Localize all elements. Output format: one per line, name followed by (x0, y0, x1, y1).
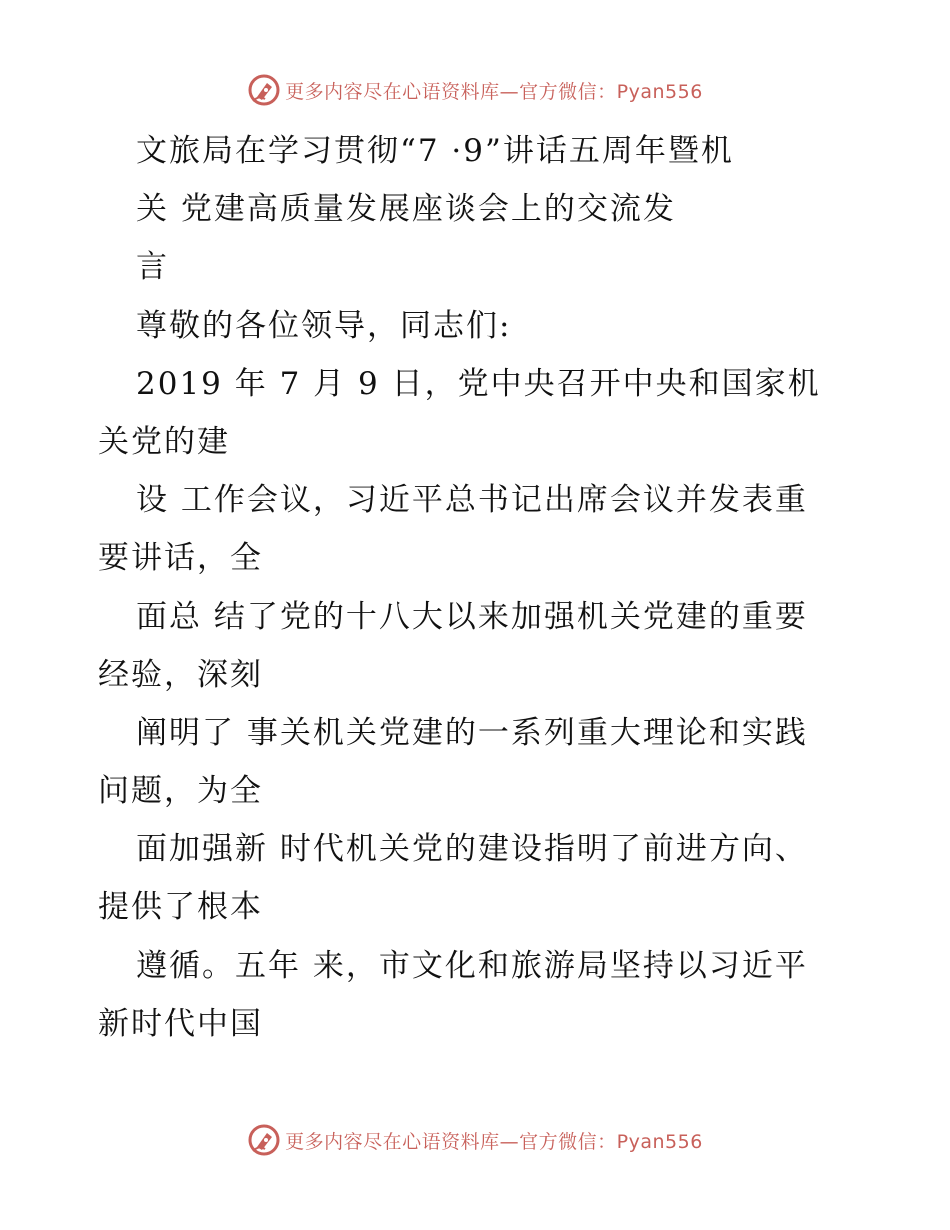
paragraph-line: 关党的建 (98, 423, 230, 460)
paragraph-line: 经验，深刻 (98, 656, 263, 693)
footer-watermark-text: 更多内容尽在心语资料库—官方微信：Pyan556 (285, 1130, 703, 1153)
paragraph-line: 问题，为全 (98, 773, 263, 810)
paragraph-line: 面加强新 时代机关党的建设指明了前进方向、 (136, 831, 808, 868)
header-watermark-text: 更多内容尽在心语资料库—官方微信：Pyan556 (285, 80, 703, 103)
title-line-2: 关 党建高质量发展座谈会上的交流发 (136, 191, 676, 228)
pen-nib-circle-icon (247, 73, 281, 107)
title-line-1: 文旅局在学习贯彻“7 ·9”讲话五周年暨机 (136, 133, 734, 169)
paragraph-line: 设 工作会议，习近平总书记出席会议并发表重 (136, 482, 808, 519)
salutation-line: 尊敬的各位领导，同志们: (136, 307, 512, 344)
paragraph-line: 面总 结了党的十八大以来加强机关党建的重要 (136, 598, 808, 635)
paragraph-line: 2019 年 7 月 9 日，党中央召开中央和国家机 (136, 365, 821, 402)
footer-watermark-banner (0, 1120, 950, 1160)
paragraph-line: 遵循。五年 来，市文化和旅游局坚持以习近平 (136, 947, 808, 984)
pen-nib-circle-icon (247, 1123, 281, 1157)
document-body (98, 122, 843, 1053)
paragraph-line: 提供了根本 (98, 889, 263, 926)
paragraph-line: 阐明了 事关机关党建的一系列重大理论和实践 (136, 714, 808, 751)
title-line-3: 言 (136, 249, 169, 286)
header-watermark-banner (0, 70, 950, 110)
paragraph-line: 要讲话，全 (98, 540, 263, 577)
paragraph-line: 新时代中国 (98, 1005, 263, 1042)
